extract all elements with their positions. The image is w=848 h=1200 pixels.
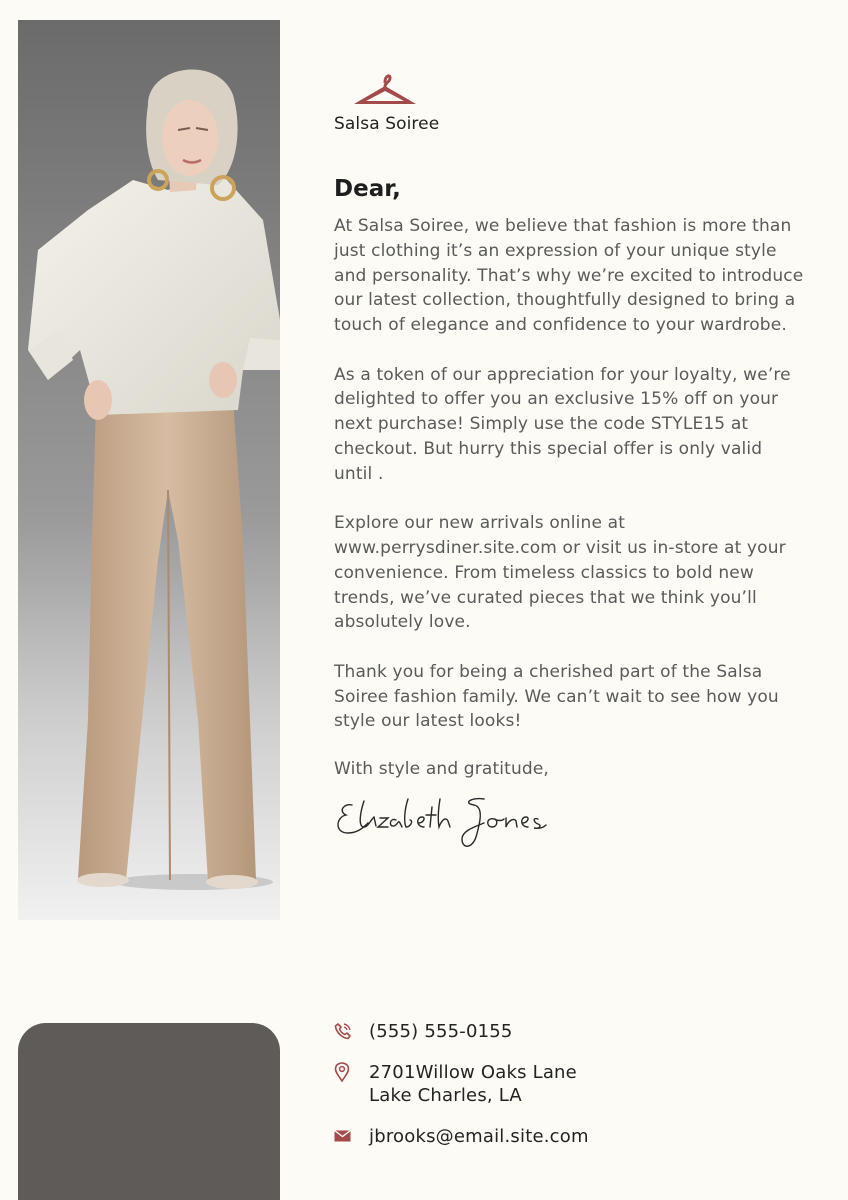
letter-paragraph: As a token of our appreciation for your loyalty, we’re delighted to offer you an exclusive 15% off on your next purchase! Simply use the code STYLE15 at checkout. But hurry this special offer is only valid until . — [334, 364, 791, 484]
email-address[interactable]: jbrooks@email.site.com — [369, 1126, 589, 1147]
letter-closing: With style and gratitude, — [334, 758, 549, 779]
letter-paragraph: Thank you for being a cherished part of the Salsa Soiree fashion family. We can’t wait to see how you style our latest looks! — [334, 661, 779, 732]
contact-address — [334, 1061, 589, 1107]
model-photo — [18, 20, 280, 920]
address — [369, 1061, 577, 1107]
letter-greeting: Dear, — [334, 176, 401, 202]
letter-paragraph: At Salsa Soiree, we believe that fashion is more than just clothing it’s an expression of your unique style and personality. That’s why we’re excited to introduce our latest collection, thoughtfully designed to bring a touch of elegance and confidence to your wardrobe. — [334, 216, 804, 336]
signature-image — [334, 793, 554, 853]
brand-logo — [334, 70, 444, 134]
contact-info — [334, 1020, 589, 1166]
address-line2: Lake Charles, LA — [369, 1085, 522, 1106]
hanger-icon — [352, 70, 418, 108]
letter-body — [334, 176, 804, 857]
decorative-block — [18, 1023, 280, 1200]
letter-paragraph: Explore our new arrivals online at www.perrysdiner.site.com or visit us in-store at your convenience. From timeless classics to bold new trends, we’ve curated pieces that we think you’ll absolutely love. — [334, 513, 786, 633]
location-pin-icon — [334, 1061, 369, 1083]
handwritten-signature — [334, 793, 804, 857]
phone-number[interactable]: (555) 555-0155 — [369, 1021, 513, 1042]
envelope-icon — [334, 1125, 369, 1147]
contact-phone — [334, 1020, 589, 1043]
phone-icon — [334, 1020, 369, 1042]
address-line1: 2701Willow Oaks Lane — [369, 1062, 577, 1083]
contact-email — [334, 1125, 589, 1148]
model-illustration — [18, 20, 280, 920]
brand-name: Salsa Soiree — [334, 114, 440, 134]
